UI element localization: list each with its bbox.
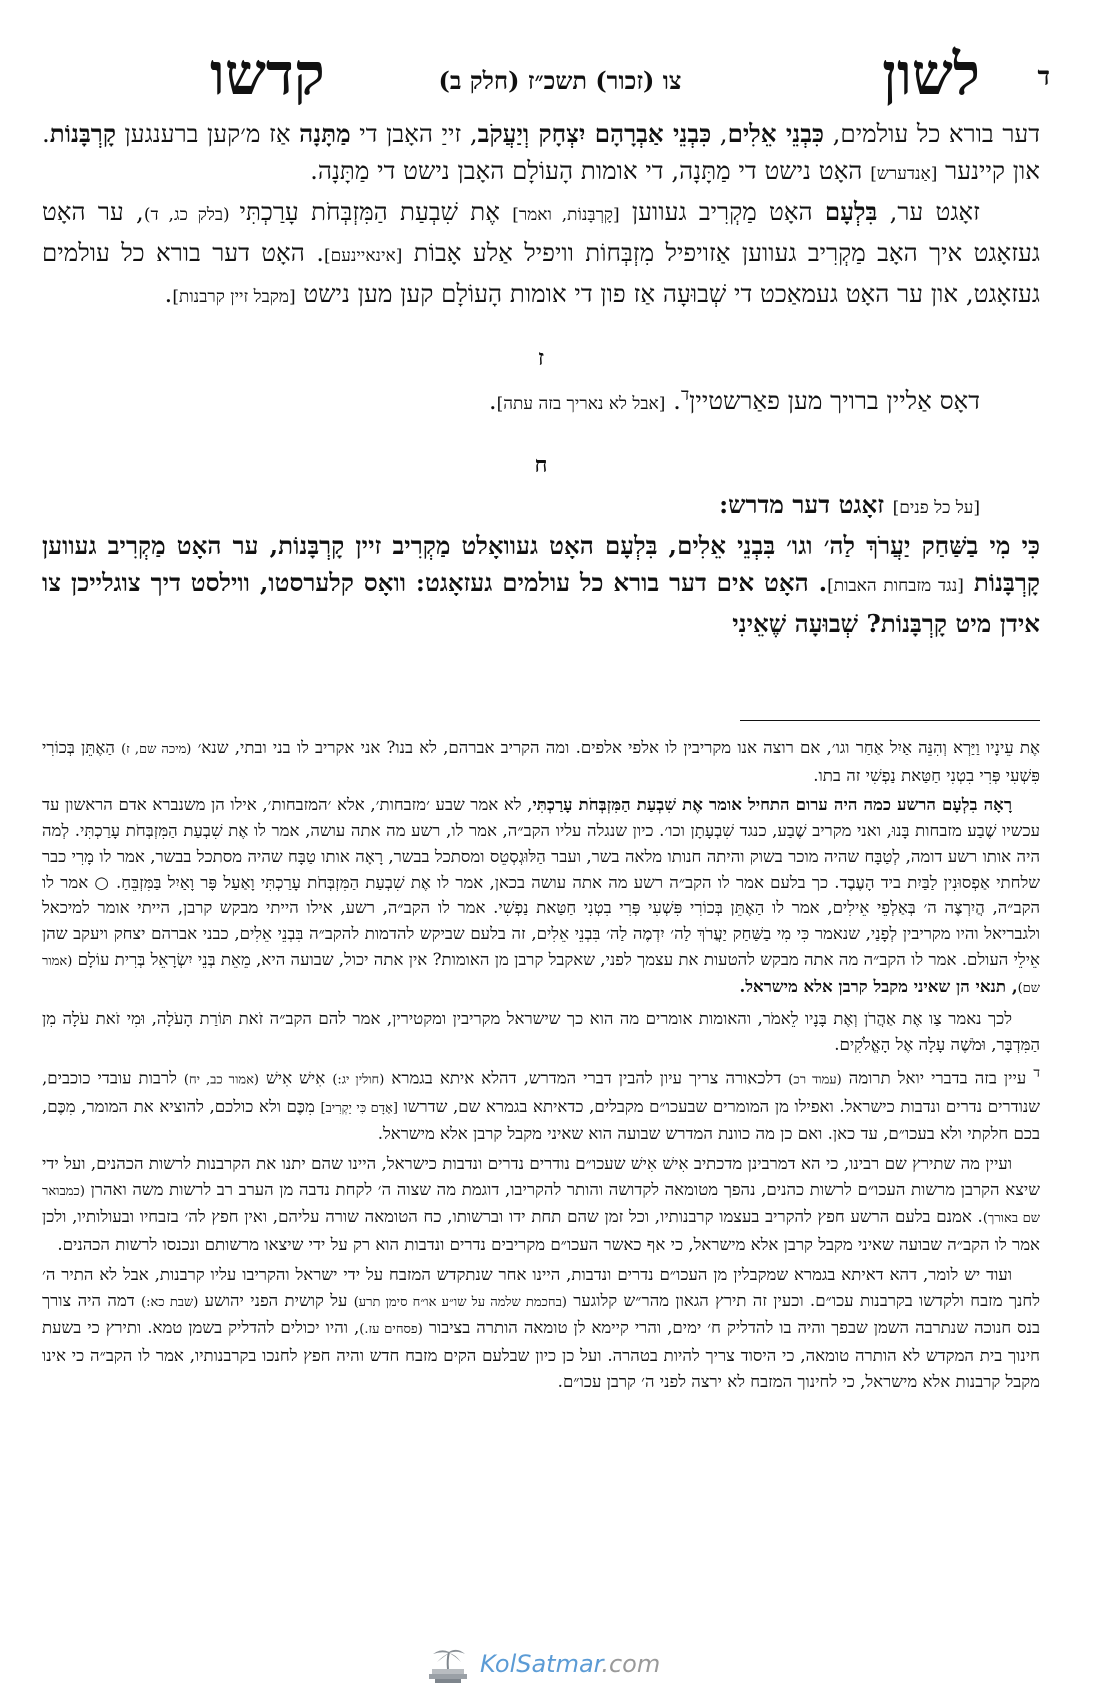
section-marker-z: ז [537, 345, 545, 371]
site-logo[interactable] [0, 1644, 1100, 1686]
running-title-right: לשון [882, 40, 980, 108]
palm-tree-books-icon [425, 1644, 471, 1686]
running-subtitle: צו (זכור) תשכ״ז (חלק ב) [438, 66, 682, 95]
footnote-divider [740, 720, 1040, 721]
paragraph-5: כִּי מִי בַשַּׁחַק יַעֲרֹךְ לַה׳ וגו׳ בִּבְנֵי אֵלִים, בִּלְעָם האָט געוואָלט מַקְרִיב זיין קָרְבָּנוֹת, ער האָט מַקְרִיב געווען קָרְבָּנוֹת [נגד מזבחות האבות]. האָט אים דער בורא כל עולמים געזאָגט: וואָס קלערסטו, ווילסט דיך צוגלייכן צו אידן מיט קָרְבָּנוֹת? שְׁבוּעָה שֶׁאֵינִי [42, 531, 1040, 639]
footnotes [42, 735, 1040, 1398]
page-header [60, 40, 1060, 110]
footnote-paragraph-3: לכך נאמר צַו אֶת אַהֲרֹן וְאֶת בָּנָיו לֵאמֹר, והאומות אומרים מה הוא כך שישראל מקריבין ומקטירין, אמר להם הקב״ה זֹאת תּוֹרַת הָעֹלָה, וּמִי זֹאת עֹלָה מִן הַמִּדְבָּר, וּמֹשֶׁה עָלָה אֶל הָאֱלֹקִים. [42, 1009, 1040, 1054]
paragraph-1: דער בורא כל עולמים, כִּבְנֵי אֵלִים, כִּבְנֵי אַבְרָהָם יִצְחָק וְיַעֲקֹב, זייַ האָבן די מַתָּנָה אַז מ׳קען ברענגען קָרְבָּנוֹת. און קיינער [אַנדערש] האָט נישט די מַתָּנָה, די אומות הָעוֹלָם האָבן נישט די מַתָּנָה. [42, 119, 1041, 185]
section-marker-ch: ח [534, 452, 548, 479]
footnote-paragraph-6: ועוד יש לומר, דהא דאיתא בגמרא שמקבלין מן העכו״ם נדרים ונדבות, היינו אחר שנתקדש המזבח על ידי ישראל והקריבו עליו קרבנות, אבל לא התיר ה׳ לחנך מזבח ולקדשו בקרבנות עכו״ם. וכעין זה תירץ הגאון מהר״ש קלוגער (בחכמת שלמה על שו״ע או״ח סימן תרע) על קושית הפני יהושע (שבת כא:) דמה היה צורך בנס חנוכה שנתרבה השמן שבפך והיה בו להדליק ח׳ ימים, והרי קיימא לן טומאה הותרה בציבור (פסחים עז.), והיו יכולים להדליק בשמן טמא. ותירץ כי בשעת חינוך בית המקדש לא הותרה טומאה, כי היסוד צריך להיות בטהרה. ועל כן כיון שבלעם הקים מזבח חדש והיה חפץ לחנכו בקרבנותיו, אמר לו הקב״ה כי אינו מקבל קרבנות אלא מישראל, כי לחינוך המזבח לא ירצה לפני ה׳ קרבן עכו״ם. [42, 1264, 1041, 1391]
footnote-paragraph-1: אֶת עֵינָיו וַיַּרְא וְהִנֵּה אַיִל אַחַר וגו׳, אם רוצה אנו מקריבין לו אלפי אלפים. ומה הקריב אברהם, לא בנו? אני אקריב לו בני ובתי, שנא׳ (מיכה שם, ז) הַאֶתֵּן בְּכוֹרִי פִּשְׁעִי פְּרִי בִטְנִי חַטַּאת נַפְשִׁי זה בתו. [42, 738, 1040, 785]
footnote-mark: ד [1033, 1065, 1040, 1082]
footnote-paragraph-5: ועיין מה שתירץ שם רבינו, כי הא דמרבינן מדכתיב אִישׁ אִישׁ שעכו״ם נודרים נדרים ונדבות כישראל, היינו שהם יתנו את הקרבנות לרשות הכהנים, ועל ידי שיצא הקרבן מרשות העכו״ם לרשות כהנים, נהפך מטומאה לקדושה והותר להקריבו, דוגמת מה שצוה ה׳ לקחת נדבה מן הערב רב לרשות משה ואהרן (כמבואר שם באורך). אמנם בלעם הרשע חפץ להקריב בעצמו קרבנותיו, וכל זמן שהם תחת ידו וברשותו, כח הטומאה שורה עליהם, ואין חפץ לה׳ בזבחיו ובעולותיו, ולכן אמר לו הקב״ה שבועה שאיני מקבל קרבן אלא מישראל, כי אף כאשר העכו״ם מקריבים נדרים ונדבות הוא רק על ידי שיצאו מרשותם ונכנסו לרשות הכהנים. [42, 1154, 1040, 1255]
footnote-d: $^ד$ עיין בזה בדברי יואל תרומה (עמוד רכ) דלכאורה צריך עיון להבין דברי המדרש, דהלא איתא בגמרא (חולין יג:) אִישׁ אִישׁ (אמור כב, יח) לרבות עובדי כוכבים, שנודרים נדרים ונדבות כישראל. ואפילו מן המומרים שבעכו״ם מקבלים, כדאיתא בגמרא שם, שדרשו [אָדָם כִּי יַקְרִיב] מִכֶּם ולא כולכם, להוציא את המומר, מִכֶּם, בכם חלקתי ולא בעכו״ם, עד כאן. ואם כן מה כוונת המדרש שבועה הוא שאיני מקבל קרבן אלא מישראל. [42, 1065, 1040, 1144]
page-number: ד [1037, 62, 1050, 92]
footnote-paragraph-2: רָאָה בִלְעָם הרשע כמה היה ערום התחיל אומר אֶת שִׁבְעַת הַמִּזְבְּחֹת עָרַכְתִּי, לא אמר שבע ׳מזבחות׳, אלא ׳המזבחות׳, אילו הן משנברא אדם הראשון עד עכשיו שֶׁבַע מזבחות בָּנוּ, ואני מקריב שֶׁבַע, כנגד שִׁבְעָתָן וכו׳. כיון שנגלה עליו הקב״ה, אמר לו, רשע מה אתה עושה, אמר לו אֶת שִׁבְעַת הַמִּזְבְּחֹת עָרַכְתִּי. לְמה היה אותו רשע דומה, לְטַבָּח שהיה מוכר בשוק והיתה חנותו מלאה בשר, ועבר הַלּוּגְסְטֵס ומסתכל בבשר, רָאָה אותו טַבָּח שהיה מסתכל בבשר, אמר לו מָרִי כבר שלחתי אַפְסוּנִין לַבַּיִת ביד הָעֶבֶד. כך בלעם אמר לו הקב״ה רשע מה אתה עושה בכאן, אמר לו אֶת שִׁבְעַת הַמִּזְבְּחֹת עָרַכְתִּי וָאַעַל פָּר וָאַיִל בַּמִּזְבֵּחַ. ○ אמר לו הקב״ה, הֲיִרְצֶה ה׳ בְּאַלְפֵי אֵילִים, אמר לו הַאֶתֵּן בְּכוֹרִי פִּשְׁעִי פְּרִי בִטְנִי חַטַּאת נַפְשִׁי. אמר לו הקב״ה, רשע, אילו הייתי מבקש קרבן, הייתי אומר למיכאל ולגבריאל והיו מקריבין לְפָנַי, שנאמר כִּי מִי בַשַּׁחַק יַעֲרֹךְ לַה׳ יִדְמֶה לַה׳ בִּבְנֵי אֵלִים, זה בלעם שביקש להדמות להקב״ה בִּבְנֵי אֵלִים, כבני אברהם יצחק ויעקב שהן אֵילֵי העולם. אמר לו הקב״ה מה אתה מבקש להטעות את עצמך לפני, שאקבל קרבן מן האומות? אין אתה יכול, שבועה היא, מֵאֵת בְּנֵי יִשְׂרָאֵל בְּרִית עוֹלָם (אמור שם), תנאי הן שאיני מקבל קרבן אלא מישראל. [42, 794, 1040, 997]
logo-text: KolSatmar.com [480, 1650, 661, 1678]
main-text [42, 115, 1040, 642]
paragraph-2: זאָגט ער, בִּלְעָם האָט מַקְרִיב געווען [קָרְבָּנוֹת, ואמר] אֶת שִׁבְעַת הַמִּזְבְּחֹת עָרַכְתִּי (בלק כג, ד), ער האָט געזאָגט איך האָב מַקְרִיב געווען אַזויפיל מִזְבְּחוֹת וויפיל אַלע אָבוֹת [אינאיינעם]. האָט דער בורא כל עולמים געזאָגט, און ער האָט געמאַכט די שְׁבוּעָה אַז פון די אומות הָעוֹלָם קען מען נישט [מקבל זיין קרבנות]. [42, 197, 1040, 308]
running-title-left: קדשו [210, 40, 325, 108]
paragraph-4: [על כל פנים] זאָגט דער מדרש: [719, 490, 980, 520]
paragraph-3: דאָס אַליין ברויך מען פאַרשטיין$^ד$. [אבל לא נאריך בזה עתה]. [488, 385, 980, 416]
footnote-ref: ד [680, 385, 690, 405]
